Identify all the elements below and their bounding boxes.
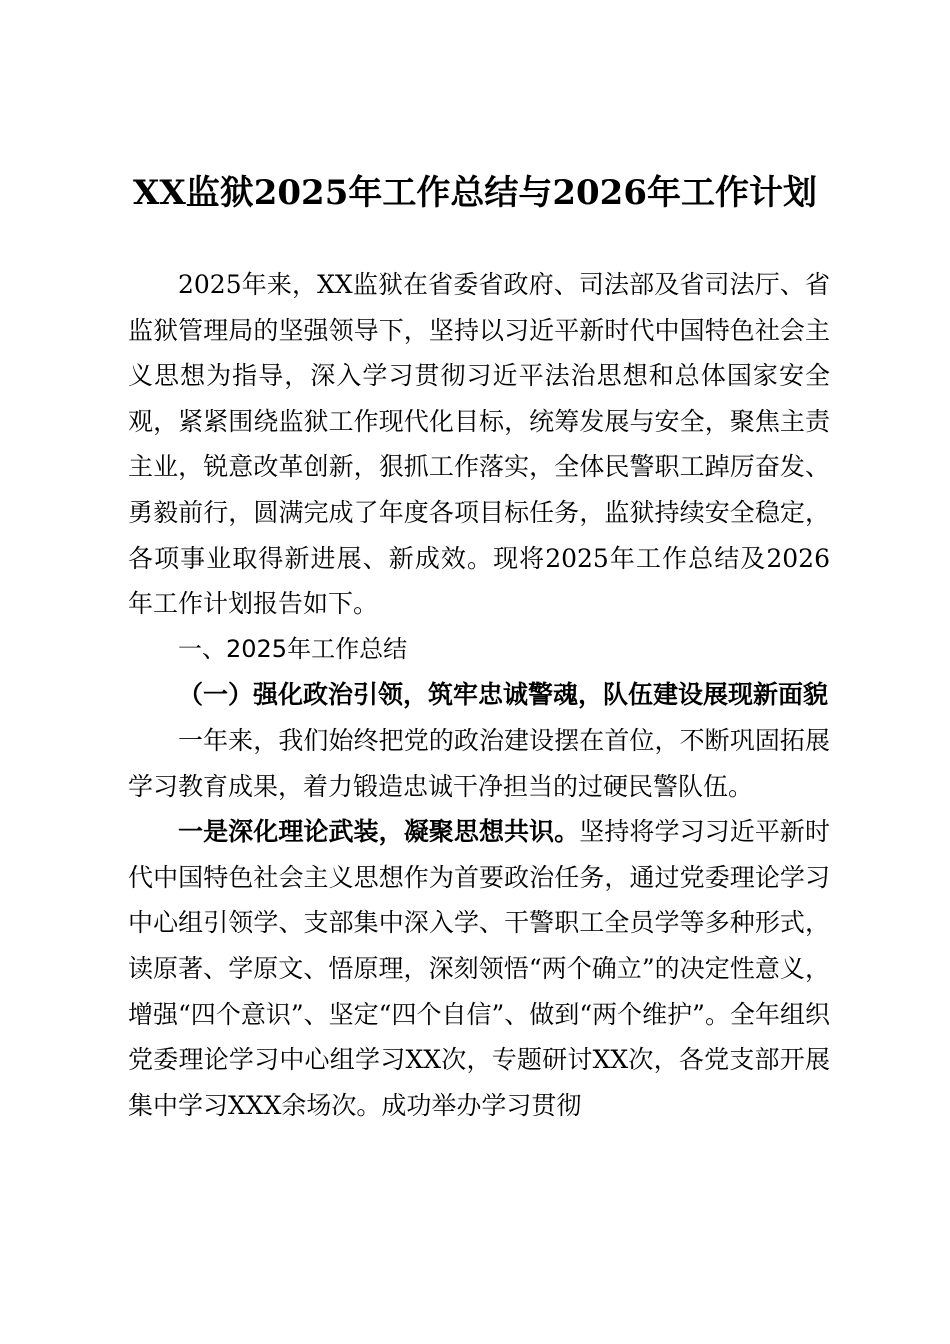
point-text: 坚持将学习习近平新时代中国特色社会主义思想作为首要政治任务，通过党委理论学习中心组引领学、支部集中深入学、干警职工全员学等多种形式，读原著、学原文、悟原理，深刻领悟“两个确立”的决定性意义，增强“四个意识”、坚定“四个自信”、做到“两个维护”。全年组织党委理论学习中心组学习XX次，专题研讨XX次，各党支部开展集中学习XXX余场次。成功举办学习贯彻 <box>128 817 830 1120</box>
point-lead: 一是深化理论武装，凝聚思想共识。 <box>178 817 580 847</box>
document-body <box>128 262 830 1128</box>
subsection-heading: （一）强化政治引领，筑牢忠诚警魂，队伍建设展现新面貌 <box>178 680 829 710</box>
document-title: XX监狱2025年工作总结与2026年工作计划 <box>132 173 818 213</box>
subsection-intro-paragraph: 一年来，我们始终把党的政治建设摆在首位，不断巩固拓展学习教育成果，着力锻造忠诚干净担当的过硬民警队伍。 <box>128 725 830 801</box>
point-paragraph <box>128 809 830 1128</box>
intro-paragraph: 2025年来，XX监狱在省委省政府、司法部及省司法厅、省监狱管理局的坚强领导下，坚持以习近平新时代中国特色社会主义思想为指导，深入学习贯彻习近平法治思想和总体国家安全观，紧紧围绕监狱工作现代化目标，统筹发展与安全，聚焦主责主业，锐意改革创新，狠抓工作落实，全体民警职工踔厉奋发、勇毅前行，圆满完成了年度各项目标任务，监狱持续安全稳定，各项事业取得新进展、新成效。现将2025年工作总结及2026年工作计划报告如下。 <box>128 270 830 619</box>
section-heading: 一、2025年工作总结 <box>178 634 408 663</box>
